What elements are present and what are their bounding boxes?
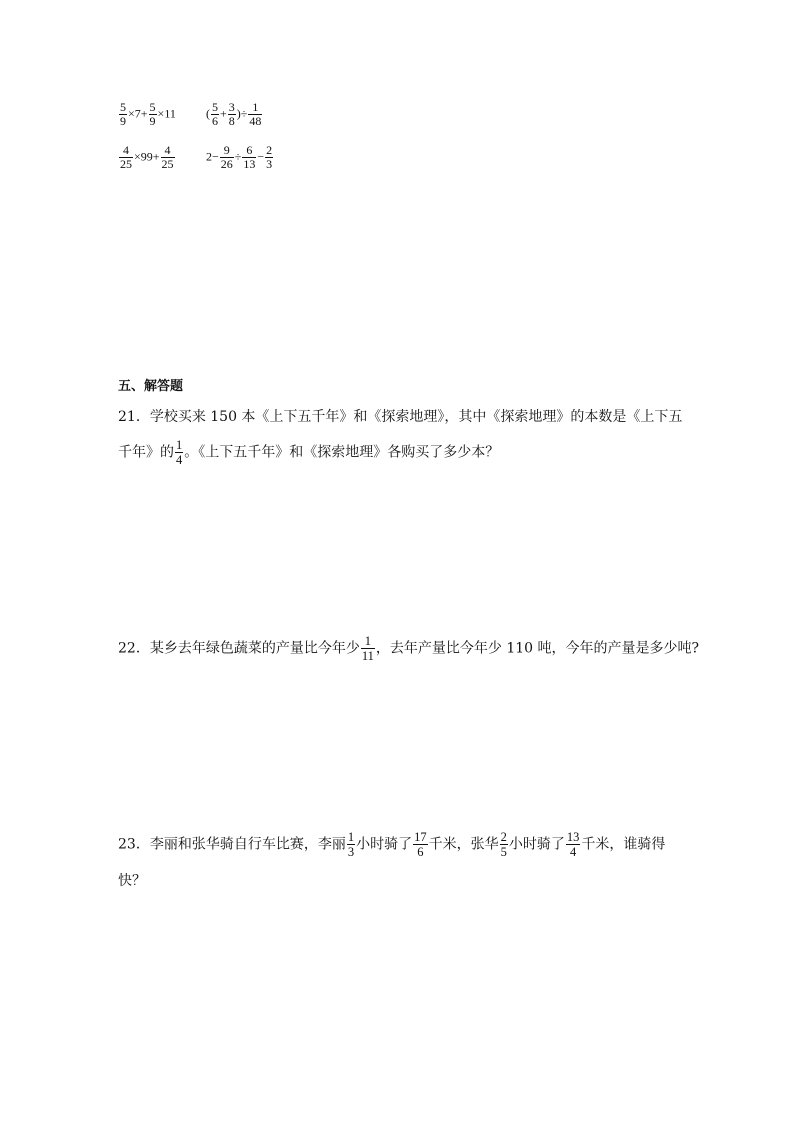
fraction xyxy=(413,830,428,859)
numerator: 5 xyxy=(212,100,218,114)
operator-text: ÷ xyxy=(234,149,242,164)
denominator: 6 xyxy=(417,845,424,859)
fraction xyxy=(119,144,133,171)
numerator: 5 xyxy=(149,100,156,114)
denominator: 25 xyxy=(120,157,132,171)
operator-text: )÷ xyxy=(236,106,248,121)
numerator: 1 xyxy=(361,634,375,649)
question-23-line-2: 快？ xyxy=(118,873,146,889)
denominator: 9 xyxy=(120,114,126,128)
question-text: 千米，谁骑得 xyxy=(581,836,666,853)
question-text: 。《上下五千年》和《探索地理》各购买了多少本？ xyxy=(184,444,500,461)
fraction xyxy=(242,144,256,171)
fraction xyxy=(500,830,508,859)
calc-expression-1 xyxy=(118,101,176,128)
denominator: 3 xyxy=(347,845,355,859)
question-text: 千米，张华 xyxy=(428,836,499,853)
denominator: 5 xyxy=(500,845,507,859)
numerator: 13 xyxy=(566,830,580,844)
fraction xyxy=(228,101,236,128)
denominator: 26 xyxy=(220,157,233,171)
fraction xyxy=(347,830,355,859)
denominator: 9 xyxy=(149,114,156,128)
calc-expression-3 xyxy=(118,144,176,171)
calc-expression-2 xyxy=(206,101,263,128)
numerator: 4 xyxy=(161,144,175,158)
denominator: 48 xyxy=(249,114,262,128)
denominator: 13 xyxy=(243,157,256,171)
numerator: 3 xyxy=(228,100,235,114)
numerator: 2 xyxy=(266,143,273,157)
fraction xyxy=(175,438,183,467)
fraction xyxy=(220,144,234,171)
numerator: 1 xyxy=(176,438,183,452)
operator-text: ×7+ xyxy=(128,106,148,121)
fraction xyxy=(248,101,262,128)
question-text: 千年》的 xyxy=(118,444,174,461)
fraction xyxy=(149,101,157,128)
fraction xyxy=(361,634,375,663)
operator-text: ×99+ xyxy=(134,149,160,164)
question-text: ，去年产量比今年少 110 吨，今年的产量是多少吨? xyxy=(375,640,700,657)
fraction xyxy=(161,144,175,171)
numerator: 1 xyxy=(347,830,355,844)
fraction xyxy=(119,101,127,128)
question-text: 小时骑了 xyxy=(508,836,565,853)
question-21-line-2 xyxy=(118,438,499,467)
section-heading: 五、解答题 xyxy=(118,379,184,394)
question-text: 22．某乡去年绿色蔬菜的产量比今年少 xyxy=(118,640,360,657)
numerator: 2 xyxy=(500,830,507,844)
fraction xyxy=(566,830,581,859)
numerator: 4 xyxy=(119,144,133,158)
paren-open: ( xyxy=(206,106,210,121)
denominator: 3 xyxy=(266,157,273,171)
question-22 xyxy=(118,634,699,663)
denominator: 4 xyxy=(176,453,183,467)
denominator: 4 xyxy=(569,845,577,859)
question-23-line-1 xyxy=(118,830,665,859)
calc-expression-4 xyxy=(206,144,274,171)
denominator: 8 xyxy=(228,114,235,128)
numerator: 1 xyxy=(248,101,262,115)
numerator: 6 xyxy=(242,144,256,158)
question-21-line-1: 21．学校买来 150 本《上下五千年》和《探索地理》，其中《探索地理》的本数是《上下五 xyxy=(118,409,683,425)
numerator: 5 xyxy=(120,100,126,114)
operator-text: 2− xyxy=(206,149,219,164)
question-text: 小时骑了 xyxy=(356,836,413,853)
numerator: 9 xyxy=(220,144,234,158)
numerator: 17 xyxy=(414,830,427,844)
fraction xyxy=(265,144,273,171)
denominator: 25 xyxy=(161,157,174,171)
fraction xyxy=(211,101,219,128)
denominator: 11 xyxy=(361,649,374,663)
question-text: 23．李丽和张华骑自行车比赛，李丽 xyxy=(118,836,346,853)
operator-text: + xyxy=(220,106,227,121)
operator-text: ×11 xyxy=(157,106,176,121)
denominator: 6 xyxy=(212,114,218,128)
operator-text: − xyxy=(257,149,265,164)
